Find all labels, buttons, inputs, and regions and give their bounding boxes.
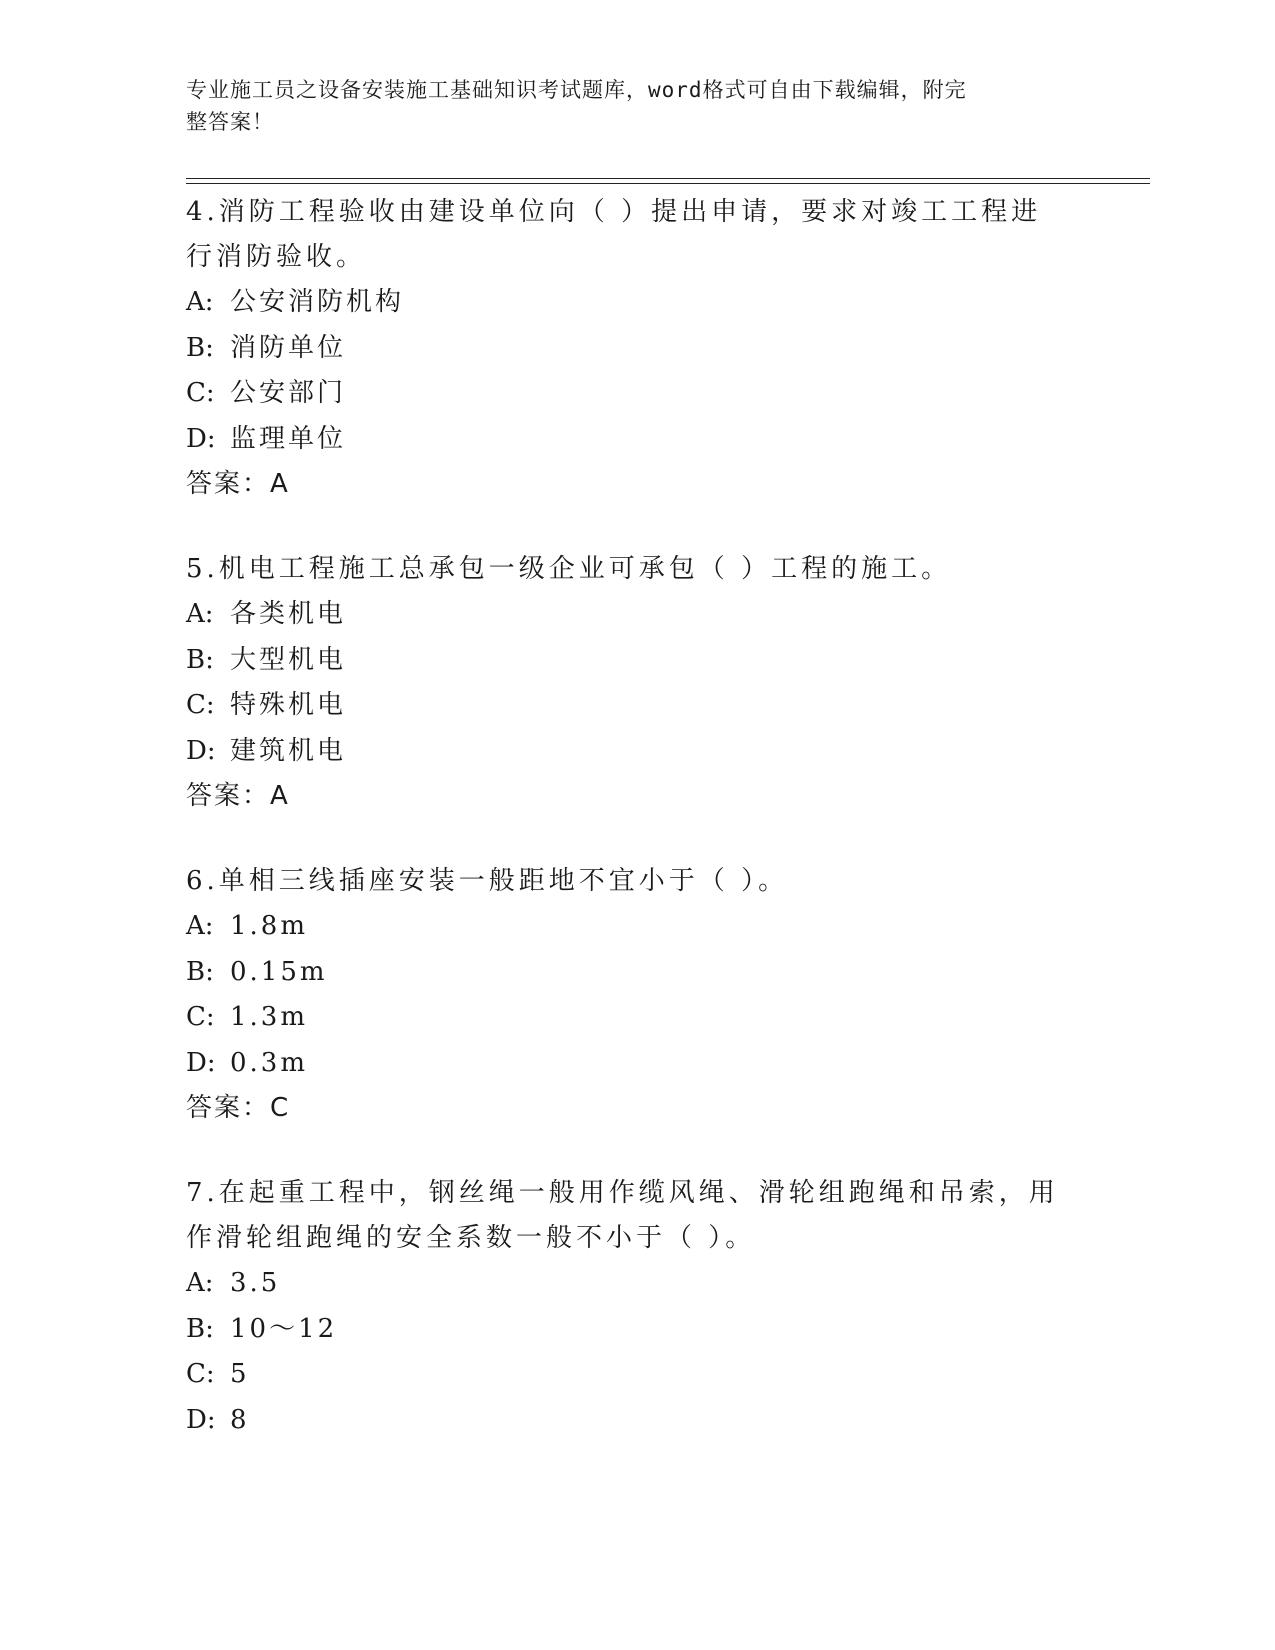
option-key: A: [186, 1268, 214, 1298]
option-key: B: [186, 956, 214, 987]
option-d [186, 1041, 1086, 1087]
option-key: D: [186, 735, 216, 766]
option-text: 1.3m [230, 1002, 309, 1032]
question-text: 7.在起重工程中，钢丝绳一般用作缆风绳、滑轮组跑绳和吊索，用作滑轮组跑绳的安全系数一般不小于（ ）。 [186, 1178, 1059, 1253]
header-divider-bottom [186, 183, 1150, 184]
option-key: C: [186, 690, 215, 720]
question-text: 5.机电工程施工总承包一级企业可承包（ ）工程的施工。 [186, 554, 952, 584]
option-d [186, 417, 1086, 463]
option-c [186, 995, 1086, 1041]
option-key: A: [186, 599, 214, 629]
option-c [186, 1352, 1086, 1398]
option-key: D: [186, 1404, 216, 1435]
option-text: 1.8m [230, 911, 309, 941]
header-divider-top [186, 178, 1150, 179]
document-header [186, 74, 1066, 138]
answer-line: 答案：C [186, 1093, 291, 1123]
option-key: B: [186, 644, 214, 675]
option-text: 各类机电 [230, 599, 347, 629]
option-text: 0.3m [230, 1047, 309, 1078]
header-line-2: 整答案！ [186, 110, 274, 134]
option-text: 8 [230, 1404, 250, 1435]
option-key: B: [186, 332, 214, 363]
option-a [186, 592, 1086, 638]
option-a [186, 280, 1086, 326]
question-5 [186, 547, 1086, 819]
option-text: 消防单位 [230, 332, 347, 363]
option-text: 5 [230, 1359, 250, 1389]
option-key: C: [186, 1002, 215, 1032]
option-key: B: [186, 1313, 214, 1344]
option-text: 监理单位 [230, 423, 347, 454]
option-b [186, 950, 1086, 996]
option-c [186, 683, 1086, 729]
option-text: 公安消防机构 [230, 287, 405, 317]
option-key: C: [186, 1359, 215, 1389]
question-7 [186, 1171, 1086, 1443]
question-text: 6.单相三线插座安装一般距地不宜小于（ ）。 [186, 866, 789, 896]
option-key: C: [186, 378, 215, 408]
option-text: 大型机电 [230, 644, 347, 675]
option-text: 公安部门 [230, 378, 347, 408]
option-d [186, 1398, 1086, 1444]
option-b [186, 638, 1086, 684]
question-list [186, 190, 1086, 1483]
option-text: 建筑机电 [230, 735, 347, 766]
option-text: 特殊机电 [230, 690, 347, 720]
option-key: A: [186, 287, 214, 317]
option-key: D: [186, 423, 216, 454]
question-text: 4.消防工程验收由建设单位向（ ）提出申请，要求对竣工工程进行消防验收。 [186, 197, 1042, 272]
option-key: A: [186, 911, 214, 941]
option-c [186, 371, 1086, 417]
option-b [186, 326, 1086, 372]
option-text: 10～12 [230, 1313, 338, 1344]
question-6 [186, 859, 1086, 1131]
header-line-1: 专业施工员之设备安装施工基础知识考试题库，word格式可自由下载编辑，附完 [186, 78, 967, 102]
answer-line: 答案：A [186, 781, 290, 811]
option-text: 3.5 [230, 1268, 281, 1298]
option-key: D: [186, 1047, 216, 1078]
option-a [186, 904, 1086, 950]
option-d [186, 729, 1086, 775]
option-b [186, 1307, 1086, 1353]
option-a [186, 1261, 1086, 1307]
question-4 [186, 190, 1086, 507]
answer-line: 答案：A [186, 469, 290, 499]
option-text: 0.15m [230, 956, 328, 987]
